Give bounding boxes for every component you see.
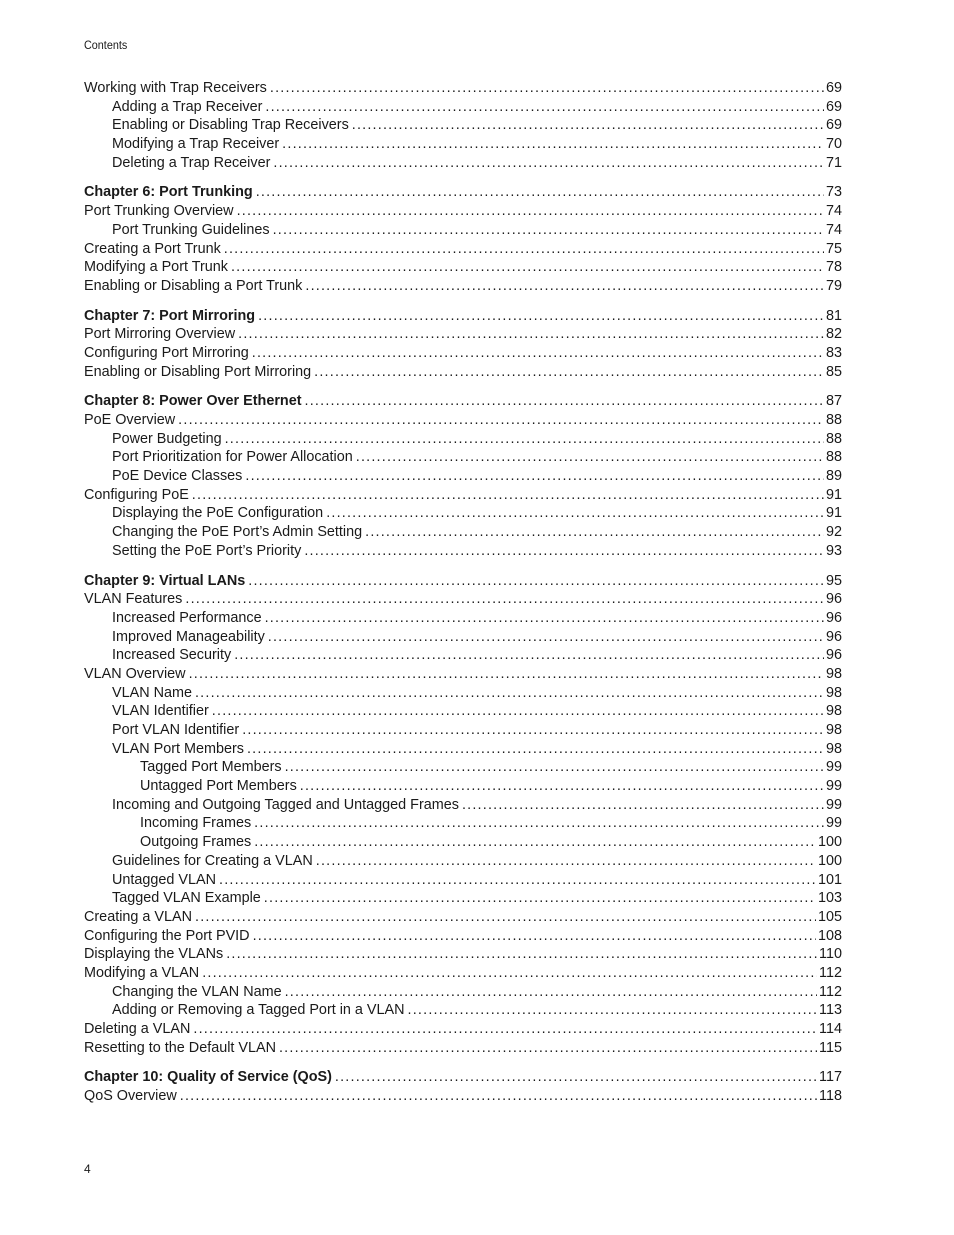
toc-entry-title: Port Trunking Guidelines	[112, 221, 270, 238]
dot-leader	[258, 307, 824, 326]
toc-entry[interactable]	[84, 523, 842, 542]
toc-entry-page: 96	[825, 609, 842, 626]
dot-leader	[273, 154, 824, 173]
toc-entry-page: 87	[825, 393, 842, 410]
dot-leader	[247, 740, 824, 759]
dot-leader	[224, 240, 824, 259]
toc-entry-title: Adding a Trap Receiver	[112, 98, 263, 115]
toc-entry[interactable]	[84, 646, 842, 665]
toc-entry[interactable]	[84, 983, 842, 1002]
toc-entry-page: 112	[819, 964, 842, 981]
dot-leader	[352, 116, 824, 135]
toc-entry[interactable]	[84, 796, 842, 815]
dot-leader	[189, 665, 824, 684]
toc-entry-title: Untagged Port Members	[140, 778, 297, 795]
toc-entry-page: 99	[825, 796, 842, 813]
toc-entry-page: 78	[825, 259, 842, 276]
toc-entry-title: Port Prioritization for Power Allocation	[112, 449, 353, 466]
toc-entry[interactable]	[84, 740, 842, 759]
dot-leader	[462, 796, 824, 815]
running-header: Contents	[84, 38, 128, 52]
dot-leader	[282, 135, 824, 154]
toc-entry-title: Chapter 8: Power Over Ethernet	[84, 393, 302, 410]
toc-entry-title: Changing the VLAN Name	[112, 983, 282, 1000]
toc-entry-page: 88	[825, 412, 842, 428]
toc-entry[interactable]	[84, 154, 842, 173]
toc-entry-page: 118	[819, 1088, 842, 1105]
toc-entry-page: 108	[817, 927, 842, 944]
dot-leader	[314, 363, 824, 382]
toc-entry-title: Chapter 9: Virtual LANs	[84, 572, 246, 589]
dot-leader	[365, 523, 824, 542]
dot-leader	[273, 221, 824, 240]
toc-entry[interactable]	[84, 628, 842, 647]
dot-leader	[231, 258, 824, 277]
toc-entry-title: PoE Device Classes	[112, 468, 243, 485]
toc-entry-page: 88	[825, 449, 842, 466]
dot-leader	[237, 202, 824, 221]
dot-leader	[305, 277, 824, 296]
dot-leader	[356, 448, 824, 467]
toc-entry-title: Configuring the Port PVID	[84, 927, 250, 944]
dot-leader	[178, 411, 824, 430]
toc-entry-page: 71	[825, 154, 842, 171]
toc-chapter-entry[interactable]	[84, 1068, 842, 1087]
toc-entry[interactable]	[84, 1039, 842, 1058]
toc-entry-title: Tagged VLAN Example	[112, 890, 261, 907]
toc-entry-page: 98	[825, 665, 842, 682]
toc-entry[interactable]	[84, 135, 842, 154]
dot-leader	[226, 945, 817, 964]
dot-leader	[316, 852, 816, 871]
toc-entry-page: 69	[825, 80, 842, 96]
toc-entry[interactable]	[84, 590, 842, 609]
toc-entry-title: Working with Trap Receivers	[84, 80, 267, 96]
toc-entry-title: Increased Performance	[112, 609, 262, 626]
toc-entry[interactable]	[84, 325, 842, 344]
toc-entry[interactable]	[84, 758, 842, 777]
toc-entry-page: 85	[825, 363, 842, 380]
toc-entry-page: 113	[819, 1002, 842, 1019]
toc-entry-title: Tagged Port Members	[140, 759, 282, 776]
toc-entry-title: Guidelines for Creating a VLAN	[112, 852, 313, 869]
toc-entry[interactable]	[84, 448, 842, 467]
toc-entry-page: 70	[825, 136, 842, 153]
toc-chapter-entry[interactable]	[84, 572, 842, 591]
toc-entry-title: Configuring Port Mirroring	[84, 344, 249, 361]
toc-entry-page: 75	[825, 240, 842, 257]
toc-entry-title: Incoming and Outgoing Tagged and Untagged Frames	[112, 796, 459, 813]
toc-entry[interactable]	[84, 684, 842, 703]
toc-entry-title: Port Trunking Overview	[84, 203, 234, 220]
toc-entry[interactable]	[84, 98, 842, 117]
toc-entry-title: VLAN Name	[112, 684, 192, 701]
toc-entry-page: 91	[825, 505, 842, 522]
dot-leader	[245, 467, 824, 486]
dot-leader	[285, 983, 817, 1002]
toc-entry-title: Resetting to the Default VLAN	[84, 1039, 276, 1056]
toc-entry[interactable]	[84, 467, 842, 486]
dot-leader	[265, 98, 824, 117]
toc-entry-page: 100	[817, 834, 842, 851]
toc-entry-title: Creating a VLAN	[84, 908, 192, 925]
toc-entry-page: 98	[825, 722, 842, 738]
dot-leader	[195, 684, 824, 703]
toc-entry[interactable]	[84, 852, 842, 871]
toc-entry-title: Enabling or Disabling Trap Receivers	[112, 117, 349, 134]
dot-leader	[304, 542, 824, 561]
toc-chapter-entry[interactable]	[84, 392, 842, 411]
toc-entry-page: 91	[825, 486, 842, 503]
toc-entry-title: Modifying a VLAN	[84, 964, 200, 981]
toc-entry-title: Enabling or Disabling Port Mirroring	[84, 363, 312, 380]
toc-entry-page: 114	[819, 1021, 842, 1037]
toc-entry-title: Deleting a Trap Receiver	[112, 154, 271, 171]
toc-entry-page: 93	[825, 542, 842, 559]
toc-entry[interactable]	[84, 240, 842, 259]
toc-entry-page: 73	[825, 184, 842, 201]
toc-entry-title: VLAN Port Members	[112, 740, 244, 757]
toc-entry[interactable]	[84, 277, 842, 296]
toc-entry[interactable]	[84, 363, 842, 382]
toc-entry-title: Increased Security	[112, 647, 232, 664]
toc-entry[interactable]	[84, 344, 842, 363]
dot-leader	[285, 758, 824, 777]
dot-leader	[195, 908, 816, 927]
page-number: 4	[84, 1162, 91, 1176]
toc-entry-page: 98	[825, 703, 842, 720]
toc-entry[interactable]	[84, 430, 842, 449]
toc-entry-page: 79	[825, 277, 842, 294]
toc-entry[interactable]	[84, 945, 842, 964]
dot-leader	[300, 777, 824, 796]
toc-entry-title: Port Mirroring Overview	[84, 326, 236, 343]
toc-entry[interactable]	[84, 833, 842, 852]
toc-entry-title: Incoming Frames	[140, 815, 252, 832]
toc-entry-page: 99	[825, 815, 842, 832]
toc-entry-title: Chapter 7: Port Mirroring	[84, 307, 256, 324]
toc-entry-title: QoS Overview	[84, 1088, 177, 1105]
toc-entry-page: 101	[817, 871, 842, 888]
toc-entry-page: 81	[825, 307, 842, 324]
toc-entry-page: 99	[825, 759, 842, 776]
toc-entry-page: 100	[817, 852, 842, 869]
toc-entry-title: VLAN Features	[84, 591, 183, 608]
dot-leader	[268, 628, 824, 647]
toc-entry-title: Chapter 10: Quality of Service (QoS)	[84, 1069, 332, 1086]
toc-entry[interactable]	[84, 1020, 842, 1039]
dot-leader	[202, 964, 817, 983]
dot-leader	[265, 609, 824, 628]
toc-entry-page: 96	[825, 628, 842, 645]
toc-entry[interactable]	[84, 927, 842, 946]
table-of-contents	[84, 79, 842, 1106]
toc-entry-page: 95	[825, 572, 842, 589]
toc-entry-page: 89	[825, 468, 842, 485]
toc-entry[interactable]	[84, 702, 842, 721]
toc-entry[interactable]	[84, 1001, 842, 1020]
toc-entry-page: 115	[819, 1039, 842, 1056]
toc-entry[interactable]	[84, 889, 842, 908]
toc-entry-title: PoE Overview	[84, 412, 176, 428]
toc-entry-page: 96	[825, 591, 842, 608]
toc-entry-page: 88	[825, 430, 842, 447]
toc-entry-page: 83	[825, 344, 842, 361]
dot-leader	[335, 1068, 817, 1087]
toc-entry[interactable]	[84, 665, 842, 684]
toc-entry-title: Configuring PoE	[84, 486, 189, 503]
dot-leader	[256, 183, 824, 202]
dot-leader	[252, 344, 824, 363]
toc-entry-title: Improved Manageability	[112, 628, 265, 645]
toc-entry-title: Enabling or Disabling a Port Trunk	[84, 277, 303, 294]
dot-leader	[219, 871, 816, 890]
dot-leader	[254, 833, 816, 852]
toc-entry-page: 96	[825, 647, 842, 664]
toc-entry-title: Changing the PoE Port’s Admin Setting	[112, 524, 363, 541]
toc-entry-page: 82	[825, 326, 842, 343]
toc-entry[interactable]	[84, 814, 842, 833]
toc-entry-page: 98	[825, 740, 842, 757]
toc-entry-title: Modifying a Trap Receiver	[112, 136, 280, 153]
toc-entry[interactable]	[84, 871, 842, 890]
toc-entry-title: Power Budgeting	[112, 430, 222, 447]
dot-leader	[238, 325, 824, 344]
dot-leader	[326, 504, 824, 523]
toc-entry[interactable]	[84, 964, 842, 983]
toc-entry-title: VLAN Identifier	[112, 703, 209, 720]
toc-entry[interactable]	[84, 504, 842, 523]
toc-entry[interactable]	[84, 721, 842, 740]
dot-leader	[225, 430, 824, 449]
dot-leader	[234, 646, 824, 665]
toc-entry-title: Untagged VLAN	[112, 871, 217, 888]
toc-entry[interactable]	[84, 542, 842, 561]
toc-entry[interactable]	[84, 79, 842, 98]
toc-entry-page: 98	[825, 684, 842, 701]
toc-entry-page: 69	[825, 117, 842, 134]
toc-entry[interactable]	[84, 1087, 842, 1106]
toc-entry-page: 74	[825, 221, 842, 238]
toc-entry[interactable]	[84, 221, 842, 240]
toc-entry-title: Creating a Port Trunk	[84, 240, 221, 257]
toc-entry[interactable]	[84, 609, 842, 628]
toc-entry[interactable]	[84, 908, 842, 927]
toc-chapter-entry[interactable]	[84, 307, 842, 326]
toc-entry-page: 110	[819, 946, 842, 963]
toc-entry-title: Deleting a VLAN	[84, 1021, 191, 1037]
toc-entry[interactable]	[84, 486, 842, 505]
toc-entry-page: 74	[825, 203, 842, 220]
toc-entry-title: Displaying the PoE Configuration	[112, 505, 324, 522]
dot-leader	[408, 1001, 818, 1020]
dot-leader	[242, 721, 824, 740]
toc-entry-title: Chapter 6: Port Trunking	[84, 184, 253, 201]
toc-entry-title: Displaying the VLANs	[84, 946, 224, 963]
toc-entry-page: 69	[825, 98, 842, 115]
toc-entry-page: 99	[825, 778, 842, 795]
toc-entry[interactable]	[84, 116, 842, 135]
dot-leader	[192, 486, 824, 505]
dot-leader	[264, 889, 816, 908]
dot-leader	[193, 1020, 817, 1039]
toc-entry-title: Setting the PoE Port’s Priority	[112, 542, 302, 559]
dot-leader	[185, 590, 824, 609]
toc-entry-title: Outgoing Frames	[140, 834, 252, 851]
toc-entry-title: VLAN Overview	[84, 665, 186, 682]
toc-entry[interactable]	[84, 411, 842, 430]
toc-chapter-entry[interactable]	[84, 183, 842, 202]
toc-entry-page: 103	[817, 890, 842, 907]
dot-leader	[305, 392, 824, 411]
toc-entry-page: 105	[817, 908, 842, 925]
toc-entry-title: Port VLAN Identifier	[112, 722, 240, 738]
toc-entry[interactable]	[84, 202, 842, 221]
dot-leader	[212, 702, 824, 721]
dot-leader	[270, 79, 824, 98]
toc-entry-page: 112	[819, 983, 842, 1000]
dot-leader	[248, 572, 824, 591]
toc-entry[interactable]	[84, 258, 842, 277]
dot-leader	[254, 814, 824, 833]
dot-leader	[253, 927, 816, 946]
toc-entry-page: 117	[819, 1069, 842, 1086]
toc-entry-page: 92	[825, 524, 842, 541]
toc-entry[interactable]	[84, 777, 842, 796]
dot-leader	[180, 1087, 817, 1106]
toc-entry-title: Modifying a Port Trunk	[84, 259, 228, 276]
dot-leader	[279, 1039, 817, 1058]
toc-entry-title: Adding or Removing a Tagged Port in a VLAN	[112, 1002, 405, 1019]
